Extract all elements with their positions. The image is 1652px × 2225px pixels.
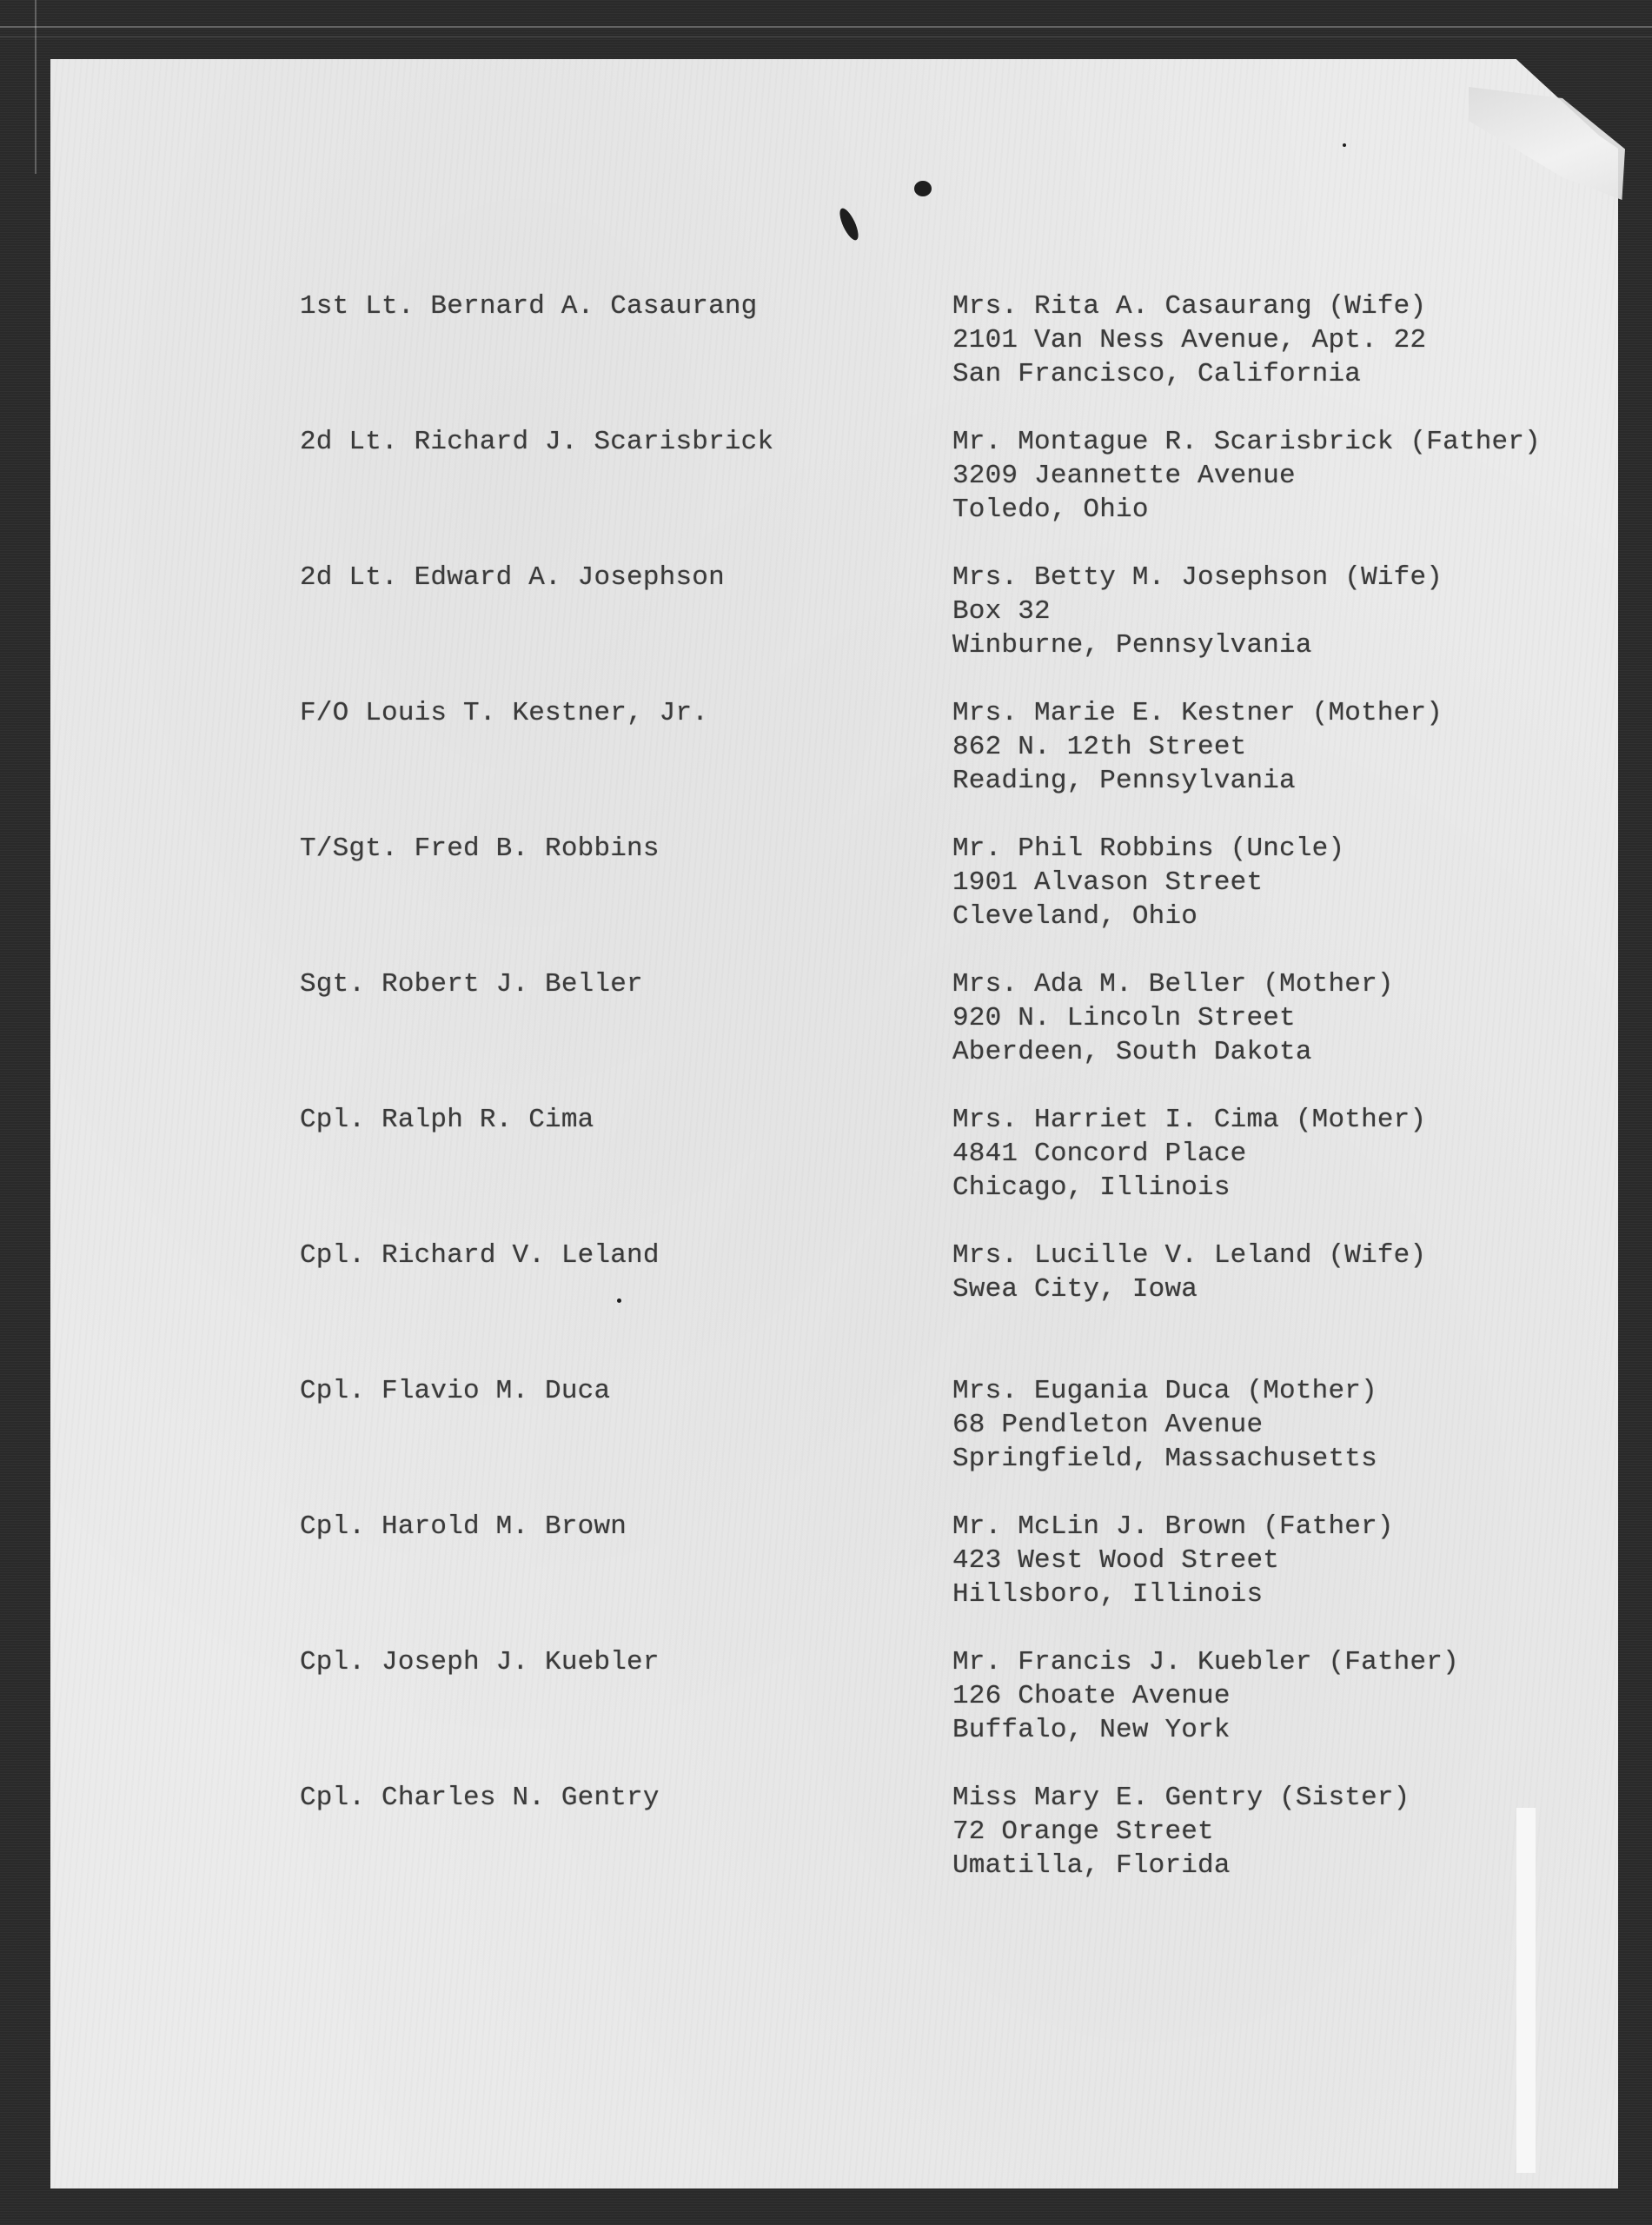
- kin-city-state: Cleveland, Ohio: [952, 901, 1198, 932]
- kin-city-state: San Francisco, California: [952, 359, 1362, 389]
- kin-street: 126 Choate Avenue: [952, 1681, 1231, 1711]
- film-scratch: [0, 26, 1652, 28]
- kin-name: Mrs. Ada M. Beller (Mother): [952, 969, 1394, 1000]
- soldier-name: Sgt. Robert J. Beller: [300, 969, 643, 1000]
- list-entry: [300, 1645, 1603, 1767]
- kin-name: Mrs. Harriet I. Cima (Mother): [952, 1105, 1427, 1135]
- list-entry: [300, 1239, 1603, 1360]
- kin-name: Miss Mary E. Gentry (Sister): [952, 1783, 1410, 1813]
- next-of-kin: [952, 289, 1426, 391]
- kin-city-state: Umatilla, Florida: [952, 1850, 1231, 1881]
- next-of-kin: [952, 1239, 1426, 1306]
- next-of-kin: [952, 832, 1344, 933]
- list-entry: [300, 1510, 1603, 1631]
- next-of-kin: [952, 561, 1443, 662]
- kin-city-state: Springfield, Massachusetts: [952, 1444, 1377, 1474]
- kin-name: Mr. Phil Robbins (Uncle): [952, 834, 1345, 864]
- list-entry: [300, 1781, 1603, 1903]
- next-of-kin: [952, 1103, 1426, 1205]
- kin-street: 3209 Jeannette Avenue: [952, 461, 1296, 491]
- kin-street: 4841 Concord Place: [952, 1139, 1247, 1169]
- soldier-name: Cpl. Ralph R. Cima: [300, 1105, 594, 1135]
- next-of-kin: [952, 1510, 1394, 1611]
- kin-name: Mr. McLin J. Brown (Father): [952, 1511, 1394, 1542]
- kin-street: 920 N. Lincoln Street: [952, 1003, 1296, 1033]
- list-entry: [300, 561, 1603, 682]
- soldier-name: 2d Lt. Richard J. Scarisbrick: [300, 427, 774, 457]
- film-scratch: [35, 0, 36, 174]
- soldier-name: Cpl. Flavio M. Duca: [300, 1376, 611, 1406]
- kin-street: 862 N. 12th Street: [952, 732, 1247, 762]
- kin-city-state: Aberdeen, South Dakota: [952, 1037, 1312, 1067]
- next-of-kin: [952, 1374, 1377, 1476]
- kin-street: 72 Orange Street: [952, 1817, 1214, 1847]
- kin-street: 68 Pendleton Avenue: [952, 1410, 1264, 1440]
- list-entry: [300, 832, 1603, 953]
- kin-name: Mr. Francis J. Kuebler (Father): [952, 1647, 1459, 1677]
- next-of-kin: [952, 967, 1394, 1069]
- next-of-kin: [952, 696, 1443, 798]
- soldier-name: Cpl. Charles N. Gentry: [300, 1783, 660, 1813]
- kin-city-state: Winburne, Pennsylvania: [952, 630, 1312, 661]
- next-of-kin: [952, 1781, 1410, 1883]
- soldier-name: Cpl. Joseph J. Kuebler: [300, 1647, 660, 1677]
- kin-name: Mrs. Marie E. Kestner (Mother): [952, 698, 1443, 728]
- soldier-name: F/O Louis T. Kestner, Jr.: [300, 698, 709, 728]
- soldier-name: 1st Lt. Bernard A. Casaurang: [300, 291, 758, 322]
- list-entry: [300, 967, 1603, 1089]
- soldier-name: 2d Lt. Edward A. Josephson: [300, 562, 725, 593]
- kin-name: Mrs. Lucille V. Leland (Wife): [952, 1240, 1427, 1271]
- soldier-name: Cpl. Harold M. Brown: [300, 1511, 627, 1542]
- kin-name: Mrs. Rita A. Casaurang (Wife): [952, 291, 1427, 322]
- kin-city-state: Buffalo, New York: [952, 1715, 1231, 1745]
- list-entry: [300, 696, 1603, 818]
- casualty-list: [300, 289, 1603, 1881]
- kin-city-state: Reading, Pennsylvania: [952, 766, 1296, 796]
- kin-city-state: Toledo, Ohio: [952, 495, 1149, 525]
- kin-name: Mrs. Betty M. Josephson (Wife): [952, 562, 1443, 593]
- list-entry: [300, 289, 1603, 411]
- kin-city-state: Hillsboro, Illinois: [952, 1579, 1264, 1610]
- kin-street: Box 32: [952, 596, 1051, 627]
- kin-street: 1901 Alvason Street: [952, 867, 1264, 898]
- soldier-name: Cpl. Richard V. Leland: [300, 1240, 660, 1271]
- list-entry: [300, 1374, 1603, 1496]
- ink-speck: [1343, 143, 1346, 147]
- kin-street: 423 West Wood Street: [952, 1545, 1280, 1576]
- kin-city-state: Chicago, Illinois: [952, 1172, 1231, 1203]
- kin-city-state: Swea City, Iowa: [952, 1274, 1198, 1305]
- soldier-name: T/Sgt. Fred B. Robbins: [300, 834, 660, 864]
- next-of-kin: [952, 425, 1541, 527]
- kin-street: 2101 Van Ness Avenue, Apt. 22: [952, 325, 1427, 355]
- kin-name: Mrs. Eugania Duca (Mother): [952, 1376, 1377, 1406]
- kin-name: Mr. Montague R. Scarisbrick (Father): [952, 427, 1541, 457]
- ink-speck: [914, 181, 932, 196]
- next-of-kin: [952, 1645, 1459, 1747]
- list-entry: [300, 425, 1603, 547]
- list-entry: [300, 1103, 1603, 1225]
